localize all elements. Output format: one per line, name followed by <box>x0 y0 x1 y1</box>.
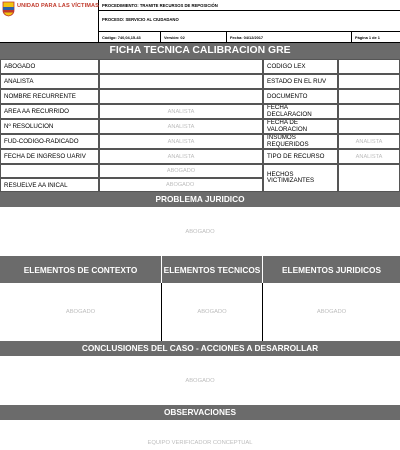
heading-problema-juridico: PROBLEMA JURIDICO <box>0 192 400 207</box>
logo-box <box>0 0 99 43</box>
label-fecha-declaracion: FECHA DECLARACION <box>263 104 338 119</box>
input-elementos-juridicos[interactable]: ABOGADO <box>316 309 347 315</box>
input-nombre-recurrente[interactable] <box>99 89 263 104</box>
input-elementos-contexto[interactable]: ABOGADO <box>0 283 162 341</box>
input-insumos-requeridos[interactable]: ANALISTA <box>338 134 400 149</box>
label-nombre-recurrente: NOMBRE RECURRENTE <box>0 89 99 104</box>
label-resuelve-aa: RESUELVE AA INICAL <box>0 178 99 192</box>
header-procedimiento: PROCEDIMIENTO: TRAMITE RECURSOS DE REPOSICIÓN <box>99 0 400 11</box>
input-fecha-valoracion[interactable] <box>338 119 400 134</box>
label-n-resolucion: Nº RESOLUCION <box>0 119 99 134</box>
label-blank <box>0 164 99 178</box>
document-header <box>0 0 400 43</box>
label-codigo-lex: CODIGO LEX <box>263 59 338 74</box>
label-hechos-victimizantes: HECHOS VICTIMIZANTES <box>263 164 338 192</box>
input-elementos-tecnicos[interactable]: ABOGADO <box>162 283 263 341</box>
header-codigo: Código: 740,04,15-43 <box>99 32 161 42</box>
input-conclusiones[interactable]: ABOGADO <box>185 377 215 384</box>
header-meta-row <box>99 32 400 43</box>
heading-conclusiones: CONCLUSIONES DEL CASO - ACCIONES A DESARROLLAR <box>0 341 400 356</box>
logo-text: UNIDAD PARA LAS VÍCTIMAS <box>17 3 99 9</box>
label-analista: ANALISTA <box>0 74 99 89</box>
label-abogado: ABOGADO <box>0 59 99 74</box>
input-analista[interactable] <box>99 74 263 89</box>
header-fecha: Fecha: 04/12/2017 <box>227 32 352 42</box>
label-fecha-ingreso: FECHA DE INGRESO UARIV <box>0 149 99 164</box>
input-n-resolucion[interactable]: ANALISTA <box>99 119 263 134</box>
input-area-aa-recurrido[interactable]: ANALISTA <box>99 104 263 119</box>
input-hechos-victimizantes[interactable] <box>338 164 400 192</box>
label-tipo-recurso: TIPO DE RECURSO <box>263 149 338 164</box>
label-insumos-requeridos: INSUMOS REQUERIDOS <box>263 134 338 149</box>
heading-elementos-juridicos: ELEMENTOS JURIDICOS <box>263 256 400 283</box>
label-documento: DOCUMENTO <box>263 89 338 104</box>
input-documento[interactable] <box>338 89 400 104</box>
heading-elementos-tecnicos: ELEMENTOS TECNICOS <box>162 256 263 283</box>
label-fecha-valoracion: FECHA DE VALORACION <box>263 119 338 134</box>
label-estado-ruv: ESTADO EN EL RUV <box>263 74 338 89</box>
header-proceso: PROCESO: SERVICIO AL CIUDADANO <box>99 11 400 32</box>
input-blank-row[interactable]: ABOGADO <box>99 164 263 178</box>
input-observaciones[interactable]: EQUIPO VERIFICADOR CONCEPTUAL <box>147 440 253 446</box>
form-title: FICHA TECNICA CALIBRACION GRE <box>0 43 400 59</box>
heading-observaciones: OBSERVACIONES <box>0 405 400 420</box>
input-problema-juridico[interactable]: ABOGADO <box>185 228 215 235</box>
input-estado-ruv[interactable] <box>338 74 400 89</box>
input-fud-codigo-radicado[interactable]: ANALISTA <box>99 134 263 149</box>
input-resuelve-aa[interactable]: ABOGADO <box>99 178 263 192</box>
input-fecha-ingreso[interactable]: ANALISTA <box>99 149 263 164</box>
input-tipo-recurso[interactable]: ANALISTA <box>338 149 400 164</box>
label-fud-codigo-radicado: FUD-CODIGO-RADICADO <box>0 134 99 149</box>
header-pagina: Página 1 de 1 <box>355 35 380 40</box>
shield-logo-icon <box>2 1 15 17</box>
header-version: Versión: 02 <box>161 32 227 42</box>
heading-elementos-contexto: ELEMENTOS DE CONTEXTO <box>0 256 162 283</box>
input-abogado[interactable] <box>99 59 263 74</box>
label-area-aa-recurrido: AREA AA RECURRIDO <box>0 104 99 119</box>
input-fecha-declaracion[interactable] <box>338 104 400 119</box>
input-codigo-lex[interactable] <box>338 59 400 74</box>
